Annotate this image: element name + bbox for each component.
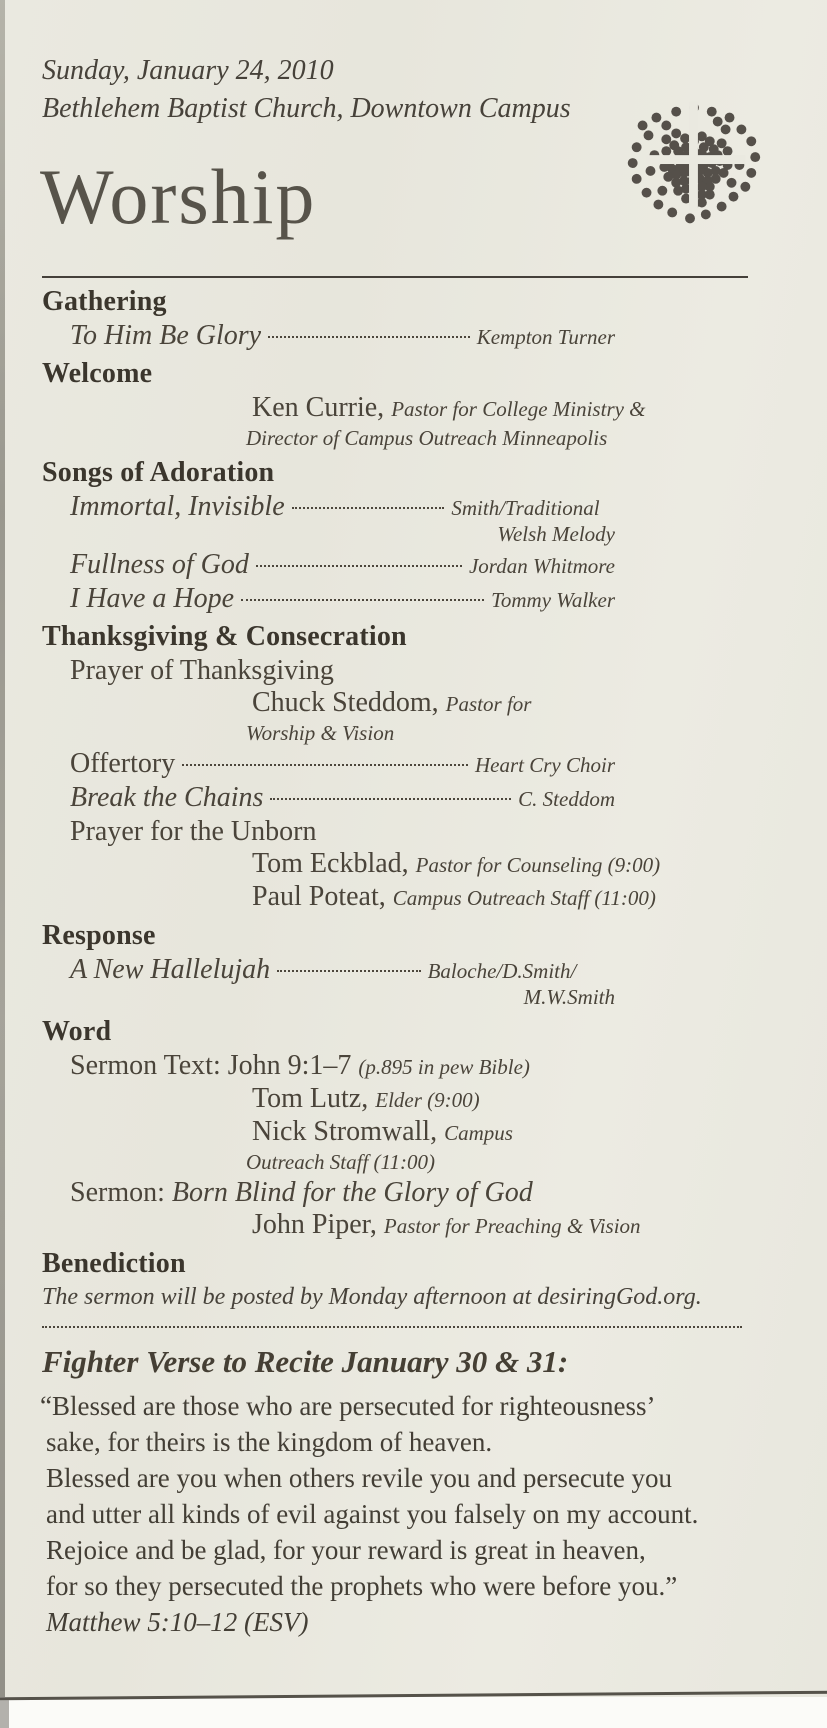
fighter-verse-heading: Fighter Verse to Recite January 30 & 31: xyxy=(42,1344,569,1379)
leader-name: Chuck Steddom, xyxy=(252,687,439,718)
verse-line: for so they persecuted the prophets who were before you.” xyxy=(46,1571,678,1601)
verse-reference: Matthew 5:10–12 (ESV) xyxy=(46,1607,309,1637)
sermon-label: Sermon: xyxy=(70,1177,165,1208)
verse-line: Rejoice and be glad, for your reward is great in heaven, xyxy=(46,1535,646,1565)
verse-line: Blessed are you when others revile you and persecute you xyxy=(46,1463,673,1493)
dotted-leader xyxy=(270,798,511,800)
verse-line: sake, for theirs is the kingdom of heaven. xyxy=(46,1427,493,1457)
section-heading-thanksgiving: Thanksgiving & Consecration xyxy=(42,621,407,652)
song-title: Fullness of God xyxy=(70,549,249,580)
section-heading-word: Word xyxy=(42,1016,112,1047)
dotted-divider xyxy=(42,1326,742,1328)
song-title: I Have a Hope xyxy=(70,583,235,614)
fighter-verse-text xyxy=(40,1388,787,1604)
song-title: To Him Be Glory xyxy=(70,320,262,351)
dotted-cross-icon xyxy=(607,82,775,250)
leader-line xyxy=(252,1116,787,1149)
leader-role: Pastor for Preaching & Vision xyxy=(383,1214,641,1238)
leader-role: Campus xyxy=(444,1121,513,1145)
date-line: Sunday, January 24, 2010 xyxy=(42,55,334,86)
prayer-of-thanksgiving-label: Prayer of Thanksgiving xyxy=(70,655,334,686)
section-heading-benediction: Benediction xyxy=(42,1248,186,1279)
song-row xyxy=(70,491,615,547)
offertory-credit: Heart Cry Choir xyxy=(474,753,615,777)
section-heading-songs-of-adoration: Songs of Adoration xyxy=(42,457,275,488)
pew-bible-note: (p.895 in pew Bible) xyxy=(358,1055,530,1079)
sermon-text-label: Sermon Text: John 9:1–7 xyxy=(70,1050,352,1081)
verse-line: and utter all kinds of evil against you falsely on my account. xyxy=(46,1499,699,1529)
leader-name: John Piper, xyxy=(252,1209,377,1240)
song-title: Break the Chains xyxy=(70,782,264,813)
song-title: A New Hallelujah xyxy=(70,954,271,985)
song-row xyxy=(70,549,615,581)
section-heading-welcome: Welcome xyxy=(42,358,153,389)
paper-left-edge xyxy=(0,0,5,1697)
leader-name: Tom Eckblad, xyxy=(252,848,409,879)
page-title: Worship xyxy=(40,153,317,240)
leader-line xyxy=(252,392,787,425)
leader-name: Nick Stromwall, xyxy=(252,1116,438,1147)
leader-role: Elder (9:00) xyxy=(375,1088,480,1112)
dotted-leader xyxy=(268,336,470,338)
section-heading-response: Response xyxy=(42,920,156,951)
leader-role: Pastor for xyxy=(445,692,532,716)
song-credit: Kempton Turner xyxy=(476,325,615,349)
dotted-leader xyxy=(241,599,484,601)
section-heading-gathering: Gathering xyxy=(42,286,167,317)
offertory-row xyxy=(70,748,615,780)
song-row xyxy=(70,782,615,814)
sermon-posting-note: The sermon will be posted by Monday afternoon at desiringGod.org. xyxy=(42,1284,702,1310)
song-title: Immortal, Invisible xyxy=(70,491,285,522)
leader-line xyxy=(252,1209,787,1242)
song-credit: Jordan Whitmore xyxy=(468,554,615,578)
dotted-leader xyxy=(182,764,468,766)
song-credit: C. Steddom xyxy=(518,787,615,811)
divider-rule xyxy=(42,276,748,278)
leader-line xyxy=(252,687,787,720)
leader-line xyxy=(252,848,787,881)
dotted-leader xyxy=(292,507,445,509)
dotted-leader xyxy=(277,970,420,972)
leader-name: Paul Poteat, xyxy=(252,881,386,912)
leader-name: Tom Lutz, xyxy=(252,1083,369,1114)
song-row xyxy=(70,954,615,1010)
leader-role-line2: Director of Campus Outreach Minneapolis xyxy=(246,426,608,450)
song-row xyxy=(70,320,615,352)
leader-name: Ken Currie, xyxy=(252,392,385,423)
leader-role-line2: Outreach Staff (11:00) xyxy=(246,1150,435,1174)
prayer-for-the-unborn-label: Prayer for the Unborn xyxy=(70,816,317,847)
leader-line xyxy=(252,1083,787,1116)
dotted-leader xyxy=(256,565,462,567)
order-of-worship xyxy=(42,286,787,1312)
scan-corner-shadow xyxy=(0,1700,9,1728)
leader-role: Campus Outreach Staff (11:00) xyxy=(392,886,656,910)
sermon-line xyxy=(70,1177,787,1209)
song-credit: Baloche/D.Smith/ M.W.Smith xyxy=(427,959,615,1009)
song-credit: Tommy Walker xyxy=(491,588,615,612)
leader-line xyxy=(252,881,787,914)
verse-line: “Blessed are those who are persecuted for righteousness’ xyxy=(40,1391,656,1421)
song-credit: Smith/Traditional Welsh Melody xyxy=(451,496,615,546)
sermon-title: Born Blind for the Glory of God xyxy=(171,1177,533,1208)
offertory-label: Offertory xyxy=(70,748,176,779)
leader-role: Pastor for College Ministry & xyxy=(391,397,646,421)
church-line: Bethlehem Baptist Church, Downtown Campus xyxy=(42,93,571,124)
leader-role: Pastor for Counseling (9:00) xyxy=(415,853,661,877)
leader-role-line2: Worship & Vision xyxy=(246,721,395,745)
sermon-text-line xyxy=(70,1050,787,1083)
song-row xyxy=(70,583,615,615)
